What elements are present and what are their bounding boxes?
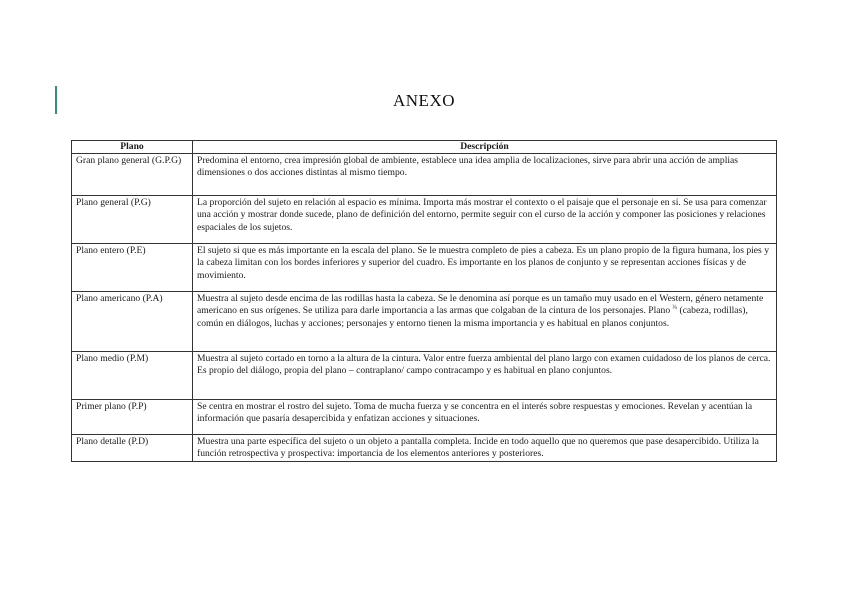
column-header-plano: Plano: [72, 141, 193, 154]
page-title: ANEXO: [393, 91, 455, 110]
column-header-descripcion: Descripción: [193, 141, 777, 154]
table-row: [72, 196, 777, 244]
descripcion-cell: Muestra al sujeto cortado en torno a la altura de la cintura. Valor entre fuerza ambiental del plano largo con examen cuidadoso de los planos de cerca. Es propio del diálogo, propia del plano – contraplano/ campo contracampo y es habitual en plano conjuntos.: [193, 352, 777, 400]
descripcion-cell: Muestra una parte específica del sujeto o un objeto a pantalla completa. Incide en todo aquello que no queremos que pase desapercibido. Utiliza la función retrospectiva y prospectiva: importancia de los elementos anteriores y posteriores.: [193, 435, 777, 462]
table-row: [72, 400, 777, 435]
plano-cell: Plano entero (P.E): [72, 244, 193, 292]
fraction-superscript: ¾: [672, 305, 678, 312]
planos-table: [71, 140, 777, 462]
table-row: [72, 154, 777, 196]
table-header-row: [72, 141, 777, 154]
descripcion-cell: Predomina el entorno, crea impresión global de ambiente, establece una idea amplia de localizaciones, sirve para abrir una acción de amplias dimensiones o dos acciones distintas al mismo tiempo.: [193, 154, 777, 196]
descripcion-cell: [193, 292, 777, 352]
plano-cell: Plano medio (P.M): [72, 352, 193, 400]
plano-cell: Primer plano (P.P): [72, 400, 193, 435]
plano-cell: Plano detalle (P.D): [72, 435, 193, 462]
plano-cell: Gran plano general (G.P.G): [72, 154, 193, 196]
table-row: [72, 244, 777, 292]
descripcion-text-start: Muestra al sujeto desde encima de las rodillas hasta la cabeza. Se le denomina así porque es un tamaño muy usado en el Western, género netamente americano en sus orígenes. Se utiliza para darle importancia a las armas que colgaban de la cintura de los personajes. Plano: [197, 293, 764, 317]
plano-cell: Plano americano (P.A): [72, 292, 193, 352]
descripcion-cell: El sujeto si que es más importante en la escala del plano. Se le muestra completo de pies a cabeza. Es un plano propio de la figura humana, los pies y la cabeza limitan con los bordes inferiores y superior del cuadro. Es importante en los planos de conjunto y se representan acciones físicas y de movimiento.: [193, 244, 777, 292]
descripcion-text-end: (cabeza, rodillas), común en diálogos, luchas y acciones; personajes y entorno tienen la misma importancia y es habitual en planos conjuntos.: [197, 305, 748, 329]
plano-cell: Plano general (P.G): [72, 196, 193, 244]
table-row: [72, 435, 777, 462]
descripcion-cell: La proporción del sujeto en relación al espacio es mínima. Importa más mostrar el contexto o el paisaje que el personaje en sí. Se usa para comenzar una acción y mostrar donde sucede, plano de definición del entorno, permite seguir con el curso de la acción y componer las posiciones y relaciones espaciales de los sujetos.: [193, 196, 777, 244]
descripcion-cell: Se centra en mostrar el rostro del sujeto. Toma de mucha fuerza y se concentra en el interés sobre respuestas y emociones. Revelan y acentúan la información que pasaría desapercibida y enfatizan acciones y situaciones.: [193, 400, 777, 435]
table-row: [72, 352, 777, 400]
table-row: [72, 292, 777, 352]
